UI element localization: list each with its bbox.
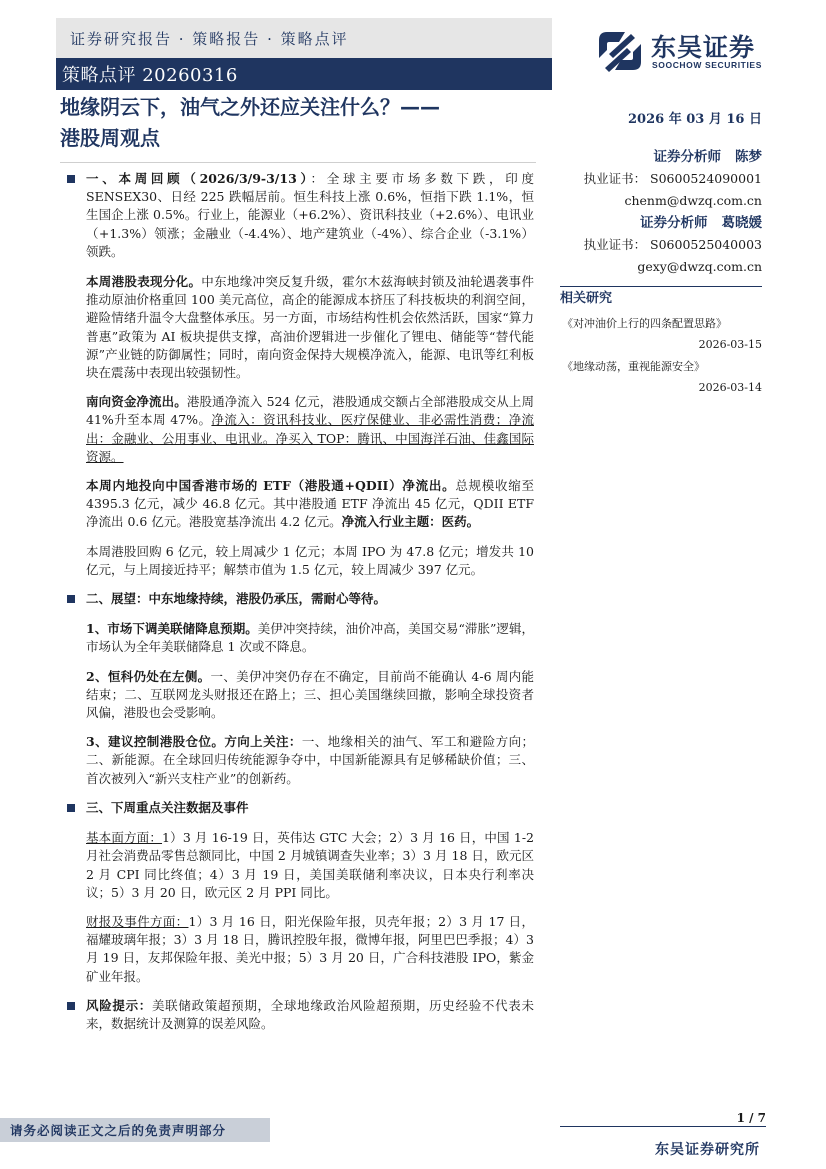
section-2-heading: 二、展望：中东地缘持续，港股仍承压，需耐心等待。 [86, 591, 387, 607]
performance-heading: 本周港股表现分化。 [86, 274, 202, 290]
southbound-text: 港股通净流入 524 亿元，港股通成交额占全部港股成交从上周 41%升至本周 47%。 [86, 394, 534, 428]
outlook-1-text: 美伊冲突持续，油价冲高，美国交易“滞胀”逻辑，市场认为全年美联储降息 1 次或不降息。 [86, 621, 534, 655]
paragraph-outlook-1 [64, 620, 534, 656]
analyst-2-name: 葛晓媛 [721, 215, 762, 231]
etf-heading: 本周内地投向中国香港市场的 ETF（港股通+QDII）净流出。 [86, 478, 456, 494]
section-weekly-review [64, 170, 534, 261]
paragraph-events [64, 913, 534, 986]
fundamentals-label: 基本面方面： [86, 830, 163, 846]
southbound-heading: 南向资金净流出。 [86, 394, 187, 410]
analyst-1-role: 证券分析师 [653, 149, 721, 165]
events-label: 财报及事件方面： [86, 913, 189, 929]
paragraph-performance [64, 273, 534, 382]
section-3-heading: 三、下周重点关注数据及事件 [86, 799, 249, 815]
analyst-2-email[interactable]: gexy@dwzq.com.cn [637, 259, 762, 274]
soochow-logo-mark-icon [595, 30, 645, 72]
footer-rule [560, 1126, 766, 1127]
section-risk [64, 997, 534, 1033]
paragraph-buyback [64, 543, 534, 579]
footer-institute: 东吴证券研究所 [655, 1142, 760, 1158]
report-type: 策略点评 20260316 [62, 65, 238, 86]
square-bullet-icon [67, 804, 75, 812]
outlook-2-heading: 2、恒科仍处在左侧。 [86, 668, 211, 684]
square-bullet-icon [67, 1002, 75, 1010]
analyst-2-cert: 执业证书： S0600525040003 [583, 237, 762, 252]
outlook-3-text: 一、地缘相关的油气、军工和避险方向；二、新能源。在全球回归传统能源争夺中，中国新能源具有足够稀缺价值；三、首次被列入“新兴支柱产业”的创新药。 [86, 734, 534, 786]
paragraph-outlook-2 [64, 668, 534, 723]
title-line-2: 港股周观点 [60, 126, 160, 150]
fundamentals-text: 1）3 月 16-19 日，英伟达 GTC 大会；2）3 月 16 日，中国 1-2 月社会消费品零售总额同比，中国 2 月城镇调查失业率；3）3 月 18 日，欧元区 2 月 CPI 同比终值；4）3 月 19 日，美国美联储利率决议，日本央行利率决议；5）3 月 20 日，欧元区 2 月 PPI 同比。 [86, 830, 534, 900]
paragraph-outlook-3 [64, 733, 534, 788]
outlook-1-heading: 1、市场下调美联储降息预期。 [86, 621, 258, 637]
related-report-1-title[interactable]: 《对冲油价上行的四条配置思路》 [562, 317, 727, 330]
report-date: 2026 年 03 月 16 日 [628, 112, 762, 127]
top-divider [60, 162, 536, 163]
brand-logo [595, 28, 775, 76]
analyst-1-heading [560, 146, 762, 168]
logo-chinese-name: 东吴证券 [651, 33, 756, 62]
related-report-2-date: 2026-03-14 [698, 381, 762, 394]
report-title [60, 92, 560, 154]
page-number: 1 / 7 [736, 1111, 766, 1125]
analyst-2-role: 证券分析师 [640, 215, 708, 231]
section-outlook [64, 590, 534, 608]
title-line-1: 地缘阴云下，油气之外还应关注什么？—— [60, 95, 440, 119]
southbound-flows-detail: 净流入：资讯科技业、医疗保健业、非必需性消费；净流出：金融业、公用事业、电讯业。净买入 TOP：腾讯、中国海洋石油、佳鑫国际资源。 [86, 412, 534, 464]
risk-heading: 风险提示： [86, 997, 152, 1013]
performance-text: 中东地缘冲突反复升级，霍尔木兹海峡封锁及油轮遇袭事件推动原油价格重回 100 美元高位，高企的能源成本挤压了科技板块的利润空间，避险情绪升温令大盘整体承压。另一方面，市场结构性机会依然活跃，国家“算力普惠”政策为 AI 板块提供支撑，高油价逻辑进一步催化了锂电、储能等“替代能源”产业链的防御属性；同时，南向资金保持大规模净流入，能源、电讯等红利板块在震荡中表现出较强韧性。 [86, 274, 534, 381]
analyst-1-name: 陈梦 [735, 149, 762, 165]
section-1-text: ：全球主要市场多数下跌，印度 SENSEX30、日经 225 跌幅居前。恒生科技上涨 0.6%，恒指下跌 1.1%，恒生国企上涨 0.5%。行业上，能源业（+6.2%）、资讯科技业（+2.6%）、电讯业（+1.3%）领涨；金融业（-4.4%）、地产建筑业（-4%）、综合企业（-3.1%）领跌。 [86, 171, 534, 259]
summary-body [64, 170, 534, 1045]
risk-text: 美联储政策超预期，全球地缘政治风险超预期，历史经验不代表未来，数据统计及测算的误差风险。 [86, 997, 534, 1031]
etf-theme: 净流入行业主题：医药。 [341, 514, 480, 530]
paragraph-etf [64, 477, 534, 532]
paragraph-southbound [64, 393, 534, 466]
footer-disclaimer: 请务必阅读正文之后的免责声明部分 [10, 1123, 227, 1138]
analyst-1-cert: 执业证书： S0600524090001 [583, 171, 762, 186]
events-text: 1）3 月 16 日，阳光保险年报，贝壳年报；2）3 月 17 日，福耀玻璃年报；3）3 月 18 日，腾讯控股年报，微博年报，阿里巴巴季报；4）3 月 19 日，友邦保险年报、美光中报；5）3 月 20 日，广合科技港股 IPO，紫金矿业年报。 [86, 913, 534, 984]
analyst-2-heading [560, 212, 762, 234]
outlook-3-heading: 3、建议控制港股仓位。方向上关注： [86, 734, 302, 750]
paragraph-fundamentals [64, 829, 534, 902]
analyst-1-email[interactable]: chenm@dwzq.com.cn [624, 193, 762, 208]
section-1-heading: 一、本周回顾（2026/3/9-3/13） [86, 171, 311, 186]
buyback-text: 本周港股回购 6 亿元，较上周减少 1 亿元；本周 IPO 为 47.8 亿元；增发共 10 亿元，与上周接近持平；解禁市值为 1.5 亿元，较上周减少 397 亿元。 [86, 543, 534, 577]
related-report-1-date: 2026-03-15 [698, 338, 762, 351]
square-bullet-icon [67, 595, 75, 603]
etf-text: 总规模收缩至 4395.3 亿元，减少 46.8 亿元。其中港股通 ETF 净流出 45 亿元，QDII ETF 净流出 0.6 亿元。港股宽基净流出 4.2 亿元。 [86, 478, 534, 530]
logo-english-name: SOOCHOW SECURITIES [652, 60, 762, 70]
outlook-2-text: 一、美伊冲突仍存在不确定，目前尚不能确认 4-6 周内能结束；二、互联网龙头财报还在路上；三、担心美国继续回撤，影响全球投资者风偏，港股也会受影响。 [86, 668, 534, 721]
report-series: 证券研究报告 · 策略报告 · 策略点评 [70, 30, 349, 48]
square-bullet-icon [67, 175, 75, 183]
section-next-week [64, 799, 534, 817]
related-report-2-title[interactable]: 《地缘动荡，重视能源安全》 [562, 360, 705, 373]
related-research-heading: 相关研究 [560, 286, 762, 310]
analyst-sidebar [560, 146, 762, 396]
